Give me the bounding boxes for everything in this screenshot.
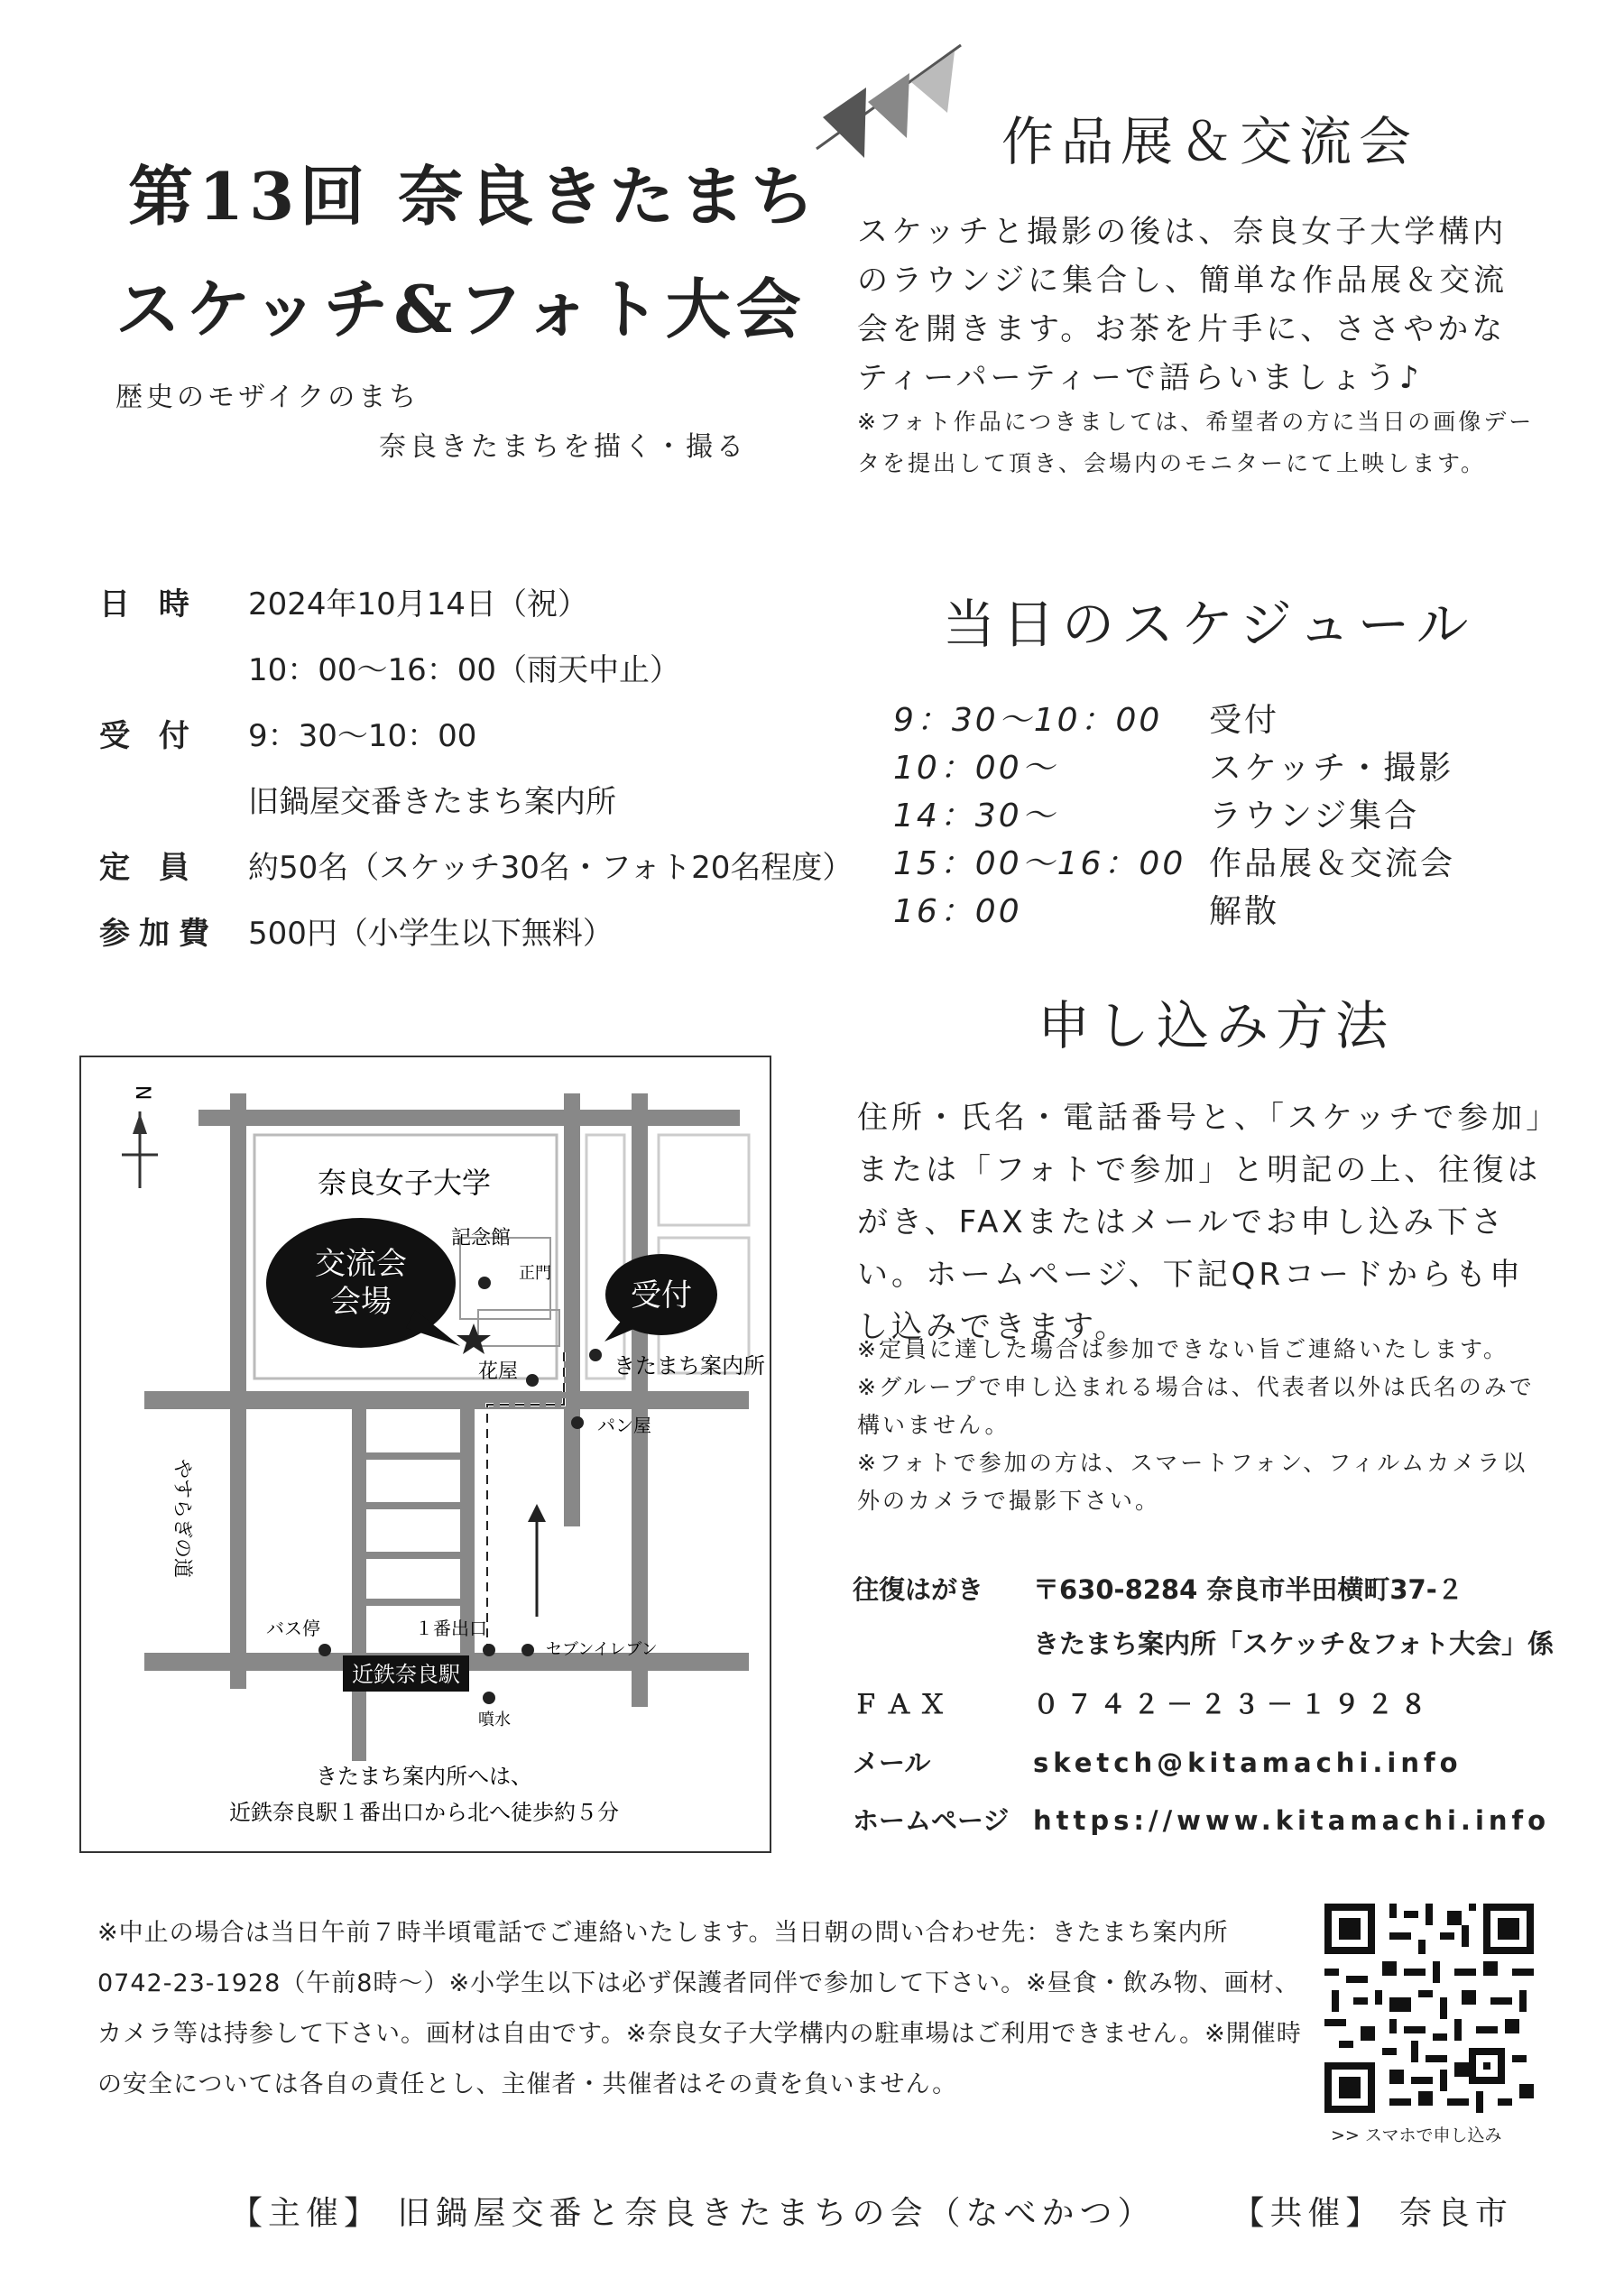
- contact-web: ホームページ https://www.kitamachi.info: [853, 1805, 1551, 1836]
- schedule-item: 14：30～ ラウンジ集合: [893, 798, 1420, 834]
- info-row-reception-place: 旧鍋屋交番きたまち案内所: [248, 784, 616, 820]
- map-exit1-label: １番出口: [415, 1618, 487, 1639]
- mail-link[interactable]: sketch@kitamachi.info: [1033, 1747, 1463, 1778]
- map-fountain-label: 噴水: [478, 1710, 511, 1729]
- north-label: N: [131, 1085, 153, 1101]
- map-drawing: [81, 1057, 770, 1851]
- schedule-heading: 当日のスケジュール: [943, 594, 1476, 655]
- map-seimon-label: 正門: [519, 1264, 551, 1283]
- event-title-line2: スケッチ&フォト大会: [115, 271, 807, 347]
- footer-cohost-label: 【共催】: [1232, 2195, 1384, 2232]
- contact-fax: ＦＡＸ ０７４２－２３－１９２８: [853, 1689, 1435, 1720]
- footer: [230, 2188, 1513, 2234]
- map-kouryukai-label-2: 会場: [330, 1284, 392, 1320]
- footer-host-label: 【主催】: [230, 2195, 383, 2232]
- contact-postcard-to: きたまち案内所「スケッチ＆フォト大会」係: [1033, 1628, 1555, 1659]
- bottom-notes: ※中止の場合は当日午前７時半頃電話でご連絡いたします。当日朝の問い合わせ先：きたまち案内所 0742-23-1928（午前8時～）※小学生以下は必ず保護者同伴で参加して下さい。※昼食・飲み物、画材、カメラ等は持参して下さい。画材は自由です。※奈良女子大学構内の駐車場はご利用できません。※開催時の安全については各自の責任とし、主催者・共催者はその責を負いません。: [97, 1919, 1302, 2098]
- exhibition-body: スケッチと撮影の後は、奈良女子大学構内のラウンジに集合し、簡単な作品展＆交流会を開きます。お茶を片手に、ささやかなティーパーティーで語らいましょう♪: [857, 214, 1509, 396]
- qr-code-image: [1324, 1904, 1534, 2113]
- apply-body: 住所・氏名・電話番号と、「スケッチで参加」または「フォトで参加」と明記の上、往復はがき、FAXまたはメールでお申し込み下さい。ホームページ、下記QRコードからも申し込みできます。: [857, 1100, 1546, 1345]
- apply-note: ※グループで申し込まれる場合は、代表者以外は氏名のみで構いません。: [857, 1374, 1535, 1438]
- map-station-label: 近鉄奈良駅: [352, 1662, 460, 1687]
- schedule-item: 10：00～ スケッチ・撮影: [893, 750, 1454, 787]
- info-row-time: 10：00～16：00（雨天中止）: [248, 652, 681, 688]
- map-seven-label: セブンイレブン: [546, 1640, 658, 1659]
- contact-postcard: 往復はがき 〒630-8284 奈良市半田横町37-２: [853, 1574, 1463, 1605]
- map-yasuragi-label: やすらぎの道: [171, 1459, 193, 1579]
- footer-host: 旧鍋屋交番と奈良きたまちの会（なべかつ）: [397, 2195, 1156, 2232]
- exhibition-note: ※フォト作品につきましては、希望者の方に当日の画像データを提出して頂き、会場内のモニターにて上映します。: [857, 409, 1535, 476]
- apply-note: ※定員に達した場合は参加できない旨ご連絡いたします。: [857, 1336, 1509, 1362]
- map-caption-1: きたまち案内所へは、: [316, 1764, 532, 1789]
- event-subtitle-2: 奈良きたまちを描く・撮る: [379, 431, 747, 463]
- event-subtitle-1: 歴史のモザイクのまち: [115, 382, 420, 413]
- bunting-decoration: [812, 32, 965, 158]
- map-annaisho-label: きたまち案内所: [614, 1353, 765, 1379]
- map-busstop-label: バス停: [266, 1618, 320, 1639]
- map-kouryukai-label-1: 交流会: [315, 1246, 407, 1282]
- qr-code[interactable]: [1324, 1904, 1534, 2113]
- apply-note: ※フォトで参加の方は、スマートフォン、フィルムカメラ以外のカメラで撮影下さい。: [857, 1450, 1528, 1514]
- map-panya-label: パン屋: [597, 1415, 651, 1436]
- info-row-capacity: 定 員 約50名（スケッチ30名・フォト20名程度）: [99, 850, 854, 886]
- schedule-item: 15：00～16：00 作品展＆交流会: [893, 845, 1456, 882]
- map-caption-2: 近鉄奈良駅１番出口から北へ徒歩約５分: [229, 1800, 619, 1825]
- access-map: [79, 1056, 771, 1853]
- contact-mail: メール sketch@kitamachi.info: [853, 1747, 1463, 1778]
- qr-caption: >> スマホで申し込み: [1331, 2125, 1502, 2145]
- info-row-reception: 受 付 9：30～10：00: [99, 718, 477, 754]
- apply-notes: [857, 1331, 1552, 1520]
- info-row-date: 日 時 2024年10月14日（祝）: [99, 586, 589, 622]
- map-kinenkan-label: 記念館: [451, 1227, 512, 1249]
- web-link[interactable]: https://www.kitamachi.info: [1033, 1805, 1551, 1836]
- info-row-fee: 参加費 500円（小学生以下無料）: [99, 916, 614, 952]
- schedule-item: 16：00 解散: [893, 893, 1280, 930]
- map-uketsuke-label: 受付: [631, 1277, 692, 1314]
- footer-cohost: 奈良市: [1398, 2195, 1513, 2232]
- event-title-line1: 第13回 奈良きたまち: [128, 158, 821, 235]
- schedule-item: 9：30～10：00 受付: [893, 702, 1280, 739]
- map-hanaya-label: 花屋: [478, 1360, 519, 1383]
- apply-heading: 申し込み方法: [1038, 995, 1396, 1056]
- map-university-label: 奈良女子大学: [318, 1166, 492, 1200]
- venue-star-icon: [457, 1323, 491, 1354]
- exhibition-heading: 作品展＆交流会: [1001, 111, 1419, 172]
